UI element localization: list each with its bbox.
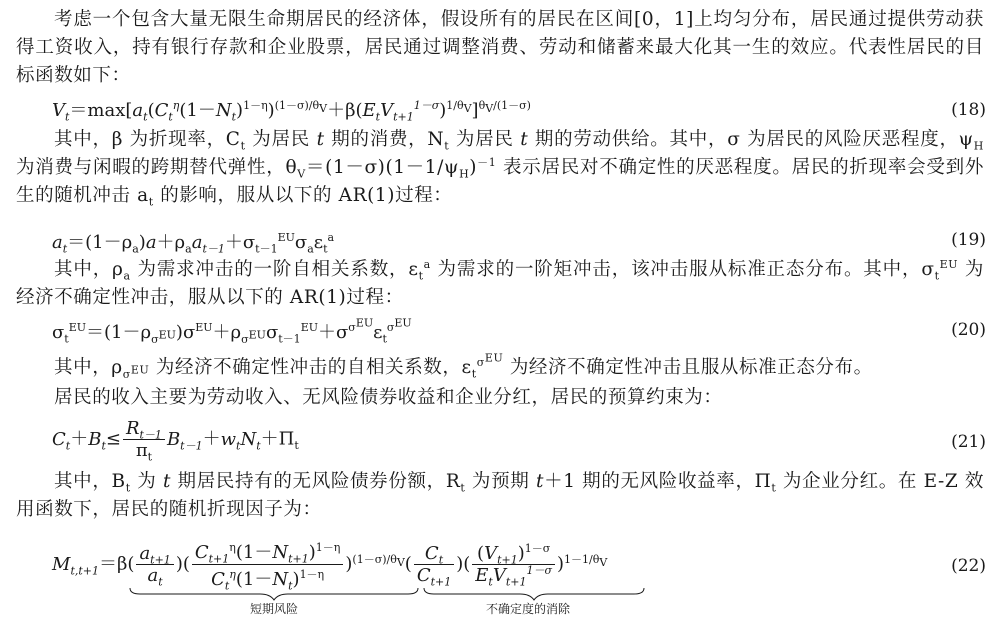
brace-label-uncertainty-resolution: 不确定度的消除 — [486, 602, 571, 616]
equation-number-18: (18) — [951, 100, 986, 120]
paragraph-intro: 考虑一个包含大量无限生命期居民的经济体，假设所有的居民在区间[0，1]上均匀分布，居民通过提供劳动获得工资收入，持有银行存款和企业股票，居民通过调整消费、劳动和储蓄来最大化其一生的效应。代表性居民的目标函数如下： — [16, 9, 984, 86]
equation-21: $C_t+B_t\le$ $\frac{R_{t-1}}{\pi_t}$ $B_{t-1}+w_tN_t+\Pi_t$ — [52, 418, 299, 464]
underbrace-right — [424, 588, 644, 600]
paragraph-shock: 其中，$\rho_a$ 为需求冲击的一阶自相关系数，$\varepsilon_t^a$ 为需求的一阶矩冲击，该冲击服从标准正态分布。其中，$\sigma_t^{EU}$ 为经济不确定性冲击，服从以下的 AR(1)过程： — [16, 257, 984, 308]
underbrace-left — [130, 588, 418, 600]
paragraph-definitions: 其中，β 为折现率，$C_t$ 为居民 t 期的消费，$N_t$ 为居民 t 期的劳动供给。其中，σ 为居民的风险厌恶程度，$\psi_H$ 为消费与闲暇的跨期替代弹性，$\theta_V=(1-\sigma)(1-1/\psi_H)^{-1}$ 表示居民对不确定性的厌恶程度。居民的折现率会受到外生的随机冲击 $a_t$ 的影响，服从以下的 AR(1)过程： — [16, 129, 984, 209]
equation-18: $V_t=\max[a_t(C_t^\eta(1-N_t)^{1-\eta})^{(1-\sigma)/\theta_V}+\beta(E_tV_{t+1}^{1-\sigma})^{1/\theta_V}]^{\theta_V/(1-\sigma)}$ — [52, 99, 531, 124]
equation-19: $a_t=(1-\rho_a)a+\rho_aa_{t-1}+\sigma_{t-1}^{EU}\sigma_a\varepsilon_t^a$ — [52, 231, 335, 256]
paragraph-sdf: 其中，$B_t$ 为 t 期居民持有的无风险债券份额，$R_t$ 为预期 t＋1 期的无风险收益率，$\Pi_t$ 为企业分红。在 E-Z 效用函数下，居民的随机折现因子为： — [16, 471, 984, 520]
equation-number-19: (19) — [951, 230, 986, 250]
paragraph-uncertainty: 其中，$\rho_{\sigma^{EU}}$ 为经济不确定性冲击的自相关系数，$\varepsilon_t^{\sigma^{EU}}$ 为经济不确定性冲击且服从标准正态分布。 — [54, 351, 873, 381]
equation-number-22: (22) — [951, 556, 986, 576]
brace-label-short-risk: 短期风险 — [250, 602, 299, 616]
equation-number-21: (21) — [951, 432, 986, 452]
paragraph-budget: 居民的收入主要为劳动收入、无风险债券收益和企业分红，居民的预算约束为： — [54, 387, 723, 408]
equation-22: $M_{t,t+1}=\beta$( $\frac{a_{t+1}}{a_t}$ )( $\frac{C_{t+1}^\eta(1-N_{t+1})^{1-\eta}}{C_t^\eta(1-N_t)^{1-\eta}}$ )$^{(1-\sigma)/\theta_V}$( $\frac{C_t}{C_{t+1}}$ )( $\frac{(V_{t+1})^{1-\sigma}}{E_tV_{t+1}^{1-\sigma}}$ )$^{1-1/\theta_V}$ — [52, 538, 607, 591]
equation-number-20: (20) — [951, 320, 986, 340]
equation-20: $\sigma_t^{EU}=(1-\rho_{\sigma^{EU}})\sigma^{EU}+\rho_{\sigma^{EU}}\sigma_{t-1}^{EU}+\sigma^{\sigma^{EU}}\varepsilon_t^{\sigma^{EU}}$ — [52, 316, 412, 346]
